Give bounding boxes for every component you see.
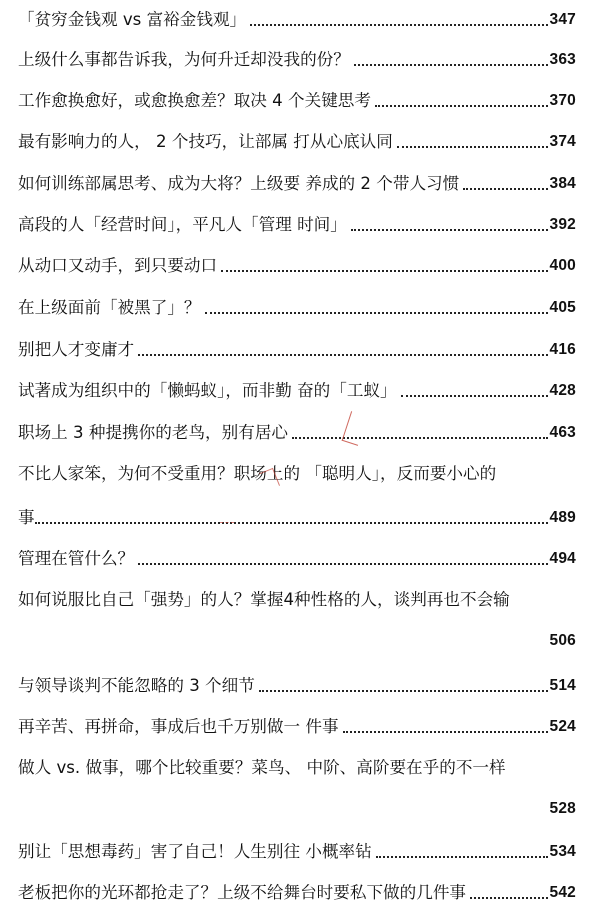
toc-entry-page: 489 [549,509,576,526]
toc-entry-continuation[interactable] [18,504,576,532]
toc-entry-title-continued: 事 [18,508,35,527]
toc-entry[interactable] [18,838,576,866]
toc-entry-title: 管理在管什么？ [18,549,135,568]
toc-entry-title: 如何说服比自己「强势」的人？掌握4种性格的人，谈判再也不会输 [18,590,510,609]
toc-entry[interactable] [18,545,576,573]
toc-entry-title: 上级什么事都告诉我，为何升迁却没我的份？ [18,50,350,69]
toc-entry-page: 534 [549,843,576,860]
toc-entry-title: 别让「思想毒药」害了自己！人生别往 小概率钻 [18,842,372,861]
toc-entry-page: 363 [549,51,576,68]
toc-entry-first-line[interactable] [18,586,576,614]
toc-entry-page: 542 [549,884,576,901]
toc-entry-continuation[interactable] [18,627,576,655]
toc-entry-page: 400 [549,257,576,274]
toc-entry-page: 392 [549,216,576,233]
toc-entry-title: 再辛苦、再拼命，事成后也千万别做一 件事 [18,717,339,736]
toc-entry-page: 463 [549,424,576,441]
toc-entry[interactable] [18,252,576,280]
dot-leader [292,437,548,439]
toc-entry[interactable] [18,672,576,700]
dot-leader [221,270,547,272]
toc-entry[interactable] [18,377,576,405]
toc-entry[interactable] [18,128,576,156]
toc-entry[interactable] [18,46,576,74]
toc-entry-continuation[interactable] [18,795,576,823]
toc-entry-title: 最有影响力的人， 2 个技巧，让部属 打从心底认同 [18,132,393,151]
toc-entry[interactable] [18,294,576,322]
toc-entry-title: 在上级面前「被黑了」？ [18,298,201,317]
toc-entry[interactable] [18,6,576,34]
toc-entry-title: 如何训练部属思考、成为大将？上级要 养成的 2 个带人习惯 [18,174,460,193]
toc-entry[interactable] [18,879,576,907]
dot-leader [354,64,548,66]
toc-entry-page: 370 [549,92,576,109]
dot-leader [138,354,547,356]
toc-entry-first-line[interactable] [18,754,576,782]
toc-entry-page: 384 [549,175,576,192]
dot-leader [35,522,548,524]
toc-entry-page: 405 [549,299,576,316]
toc-entry-title: 工作愈换愈好，或愈换愈差？取决 4 个关键思考 [18,91,371,110]
toc-entry-page: 416 [549,341,576,358]
toc-entry[interactable] [18,336,576,364]
dot-leader [205,312,548,314]
toc-entry-page: 428 [549,382,576,399]
toc-entry-title: 「贫穷金钱观 vs 富裕金钱观」 [18,10,247,29]
toc-entry-page: 506 [549,632,576,649]
dot-leader [343,731,548,733]
toc-entry-page: 347 [549,11,576,28]
toc-entry[interactable] [18,419,576,447]
toc-entry[interactable] [18,170,576,198]
toc-entry-title: 不比人家笨，为何不受重用？职场上的 「聪明人」，反而要小心的 [18,464,497,483]
toc-entry-title: 职场上 3 种提携你的老鸟，别有居心 [18,423,289,442]
toc-entry-title: 高段的人「经营时间」，平凡人「管理 时间」 [18,215,347,234]
dot-leader [375,105,548,107]
dot-leader [138,563,547,565]
toc-entry-title: 做人 vs. 做事，哪个比较重要？菜鸟、 中阶、高阶要在乎的不一样 [18,758,506,777]
toc-entry-title: 与领导谈判不能忽略的 3 个细节 [18,676,255,695]
dot-leader [376,856,548,858]
toc-entry-title: 老板把你的光环都抢走了？上级不给舞台时要私下做的几件事 [18,883,467,902]
toc-entry[interactable] [18,211,576,239]
dot-leader [259,690,548,692]
dot-leader [351,229,548,231]
toc-entry[interactable] [18,87,576,115]
toc-entry-page: 494 [549,550,576,567]
dot-leader [401,395,548,397]
toc-entry-title: 从动口又动手，到只要动口 [18,256,218,275]
dot-leader [250,24,547,26]
toc-entry-first-line[interactable] [18,460,576,488]
dot-leader [463,188,547,190]
toc-entry-page: 528 [549,800,576,817]
toc-entry-page: 374 [549,133,576,150]
toc-entry-page: 514 [549,677,576,694]
dot-leader [470,897,548,899]
toc-entry-title: 别把人才变庸才 [18,340,135,359]
toc-entry-page: 524 [549,718,576,735]
dot-leader [397,146,548,148]
toc-entry[interactable] [18,713,576,741]
toc-entry-title: 试著成为组织中的「懒蚂蚁」，而非勤 奋的「工蚁」 [18,381,397,400]
